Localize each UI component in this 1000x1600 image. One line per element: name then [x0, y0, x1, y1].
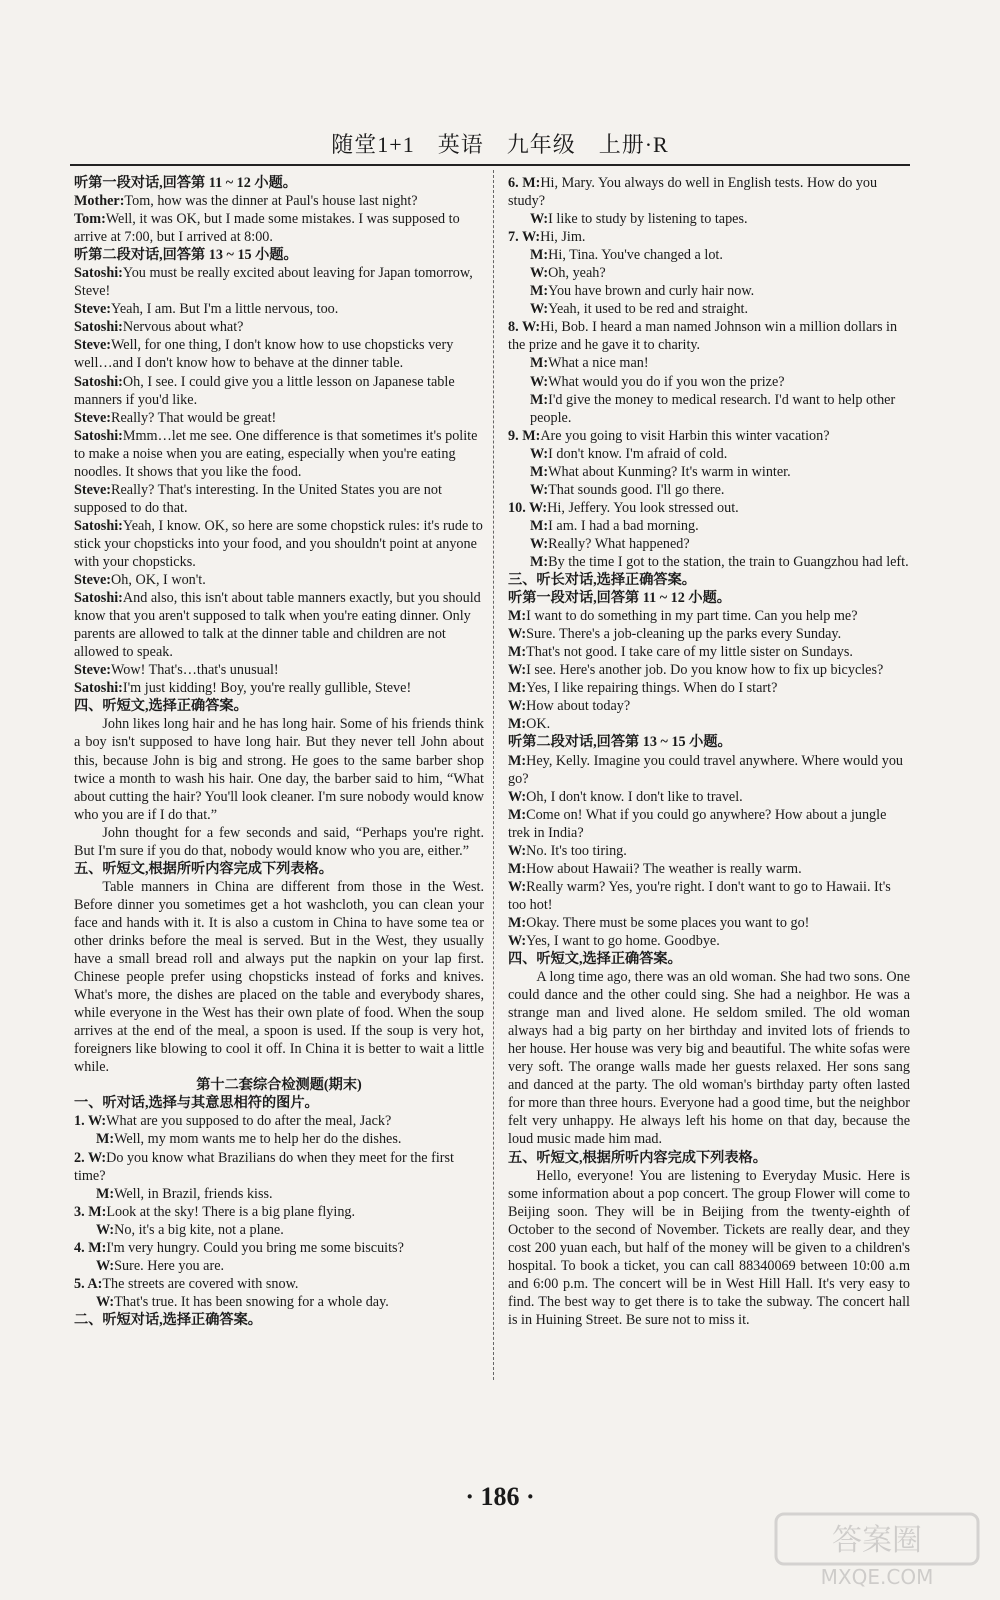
speaker-label: W:	[87, 1149, 107, 1166]
speaker-label: W:	[96, 1221, 115, 1238]
speaker-label: M:	[530, 355, 549, 372]
dialogue-text: What are you supposed to do after the meal, Jack?	[106, 1113, 392, 1130]
dialogue-line	[74, 336, 484, 372]
dialogue-text: Well, in Brazil, friends kiss.	[114, 1185, 273, 1202]
speaker-label: M:	[530, 247, 549, 264]
page-header: 随堂1+1 英语 九年级 上册·R	[331, 132, 669, 157]
dialogue-text: Yeah, it used to be red and straight.	[548, 301, 749, 318]
speaker-label: W:	[96, 1293, 115, 1310]
dialogue-text: Well, my mom wants me to help her do the dishes.	[114, 1131, 402, 1148]
dialogue-text: Yes, I want to go home. Goodbye.	[526, 932, 720, 949]
dialogue-text: Oh, yeah?	[548, 265, 606, 282]
dialogue-text: And also, this isn't about table manners exactly, but you should know that you aren't supposed to talk when you're eating dinner. Only parents are allowed to talk at the dinner table and children are not allowed to speak.	[74, 590, 481, 661]
speaker-label: Satoshi:	[74, 427, 123, 444]
page-number: · 186 ·	[465, 1482, 535, 1511]
speaker-label: Steve:	[74, 662, 112, 679]
dialogue-line	[508, 860, 910, 878]
section-heading: 五、听短文,根据所听内容完成下列表格。	[74, 860, 333, 877]
dialogue-text: Hi, Bob. I heard a man named Johnson win a million dollars in the prize and he gave it to charity.	[508, 319, 898, 354]
question-number: 1.	[74, 1113, 88, 1130]
dialogue-line	[74, 517, 484, 571]
dialogue-line	[74, 1149, 484, 1185]
speaker-label: M:	[508, 806, 527, 823]
dialogue-text: I am. I had a bad morning.	[548, 517, 699, 534]
dialogue-line	[74, 1185, 484, 1203]
dialogue-text: I want to do something in my part time. Can you help me?	[526, 608, 858, 625]
dialogue-line	[508, 679, 910, 697]
dialogue-line	[508, 607, 910, 625]
watermark-logo	[772, 1510, 982, 1590]
speaker-label: Satoshi:	[74, 265, 123, 282]
dialogue-line	[508, 788, 910, 806]
question-number: 9.	[508, 427, 523, 444]
dialogue-text: Yeah, I know. OK, so here are some chopstick rules: it's rude to stick your chopsticks into your food, and you shouldn't point at anyone with your chopsticks.	[74, 517, 483, 570]
dialogue-text: Oh, I don't know. I don't like to travel.	[526, 788, 743, 805]
dialogue-line	[508, 661, 910, 679]
column-divider	[493, 170, 494, 1380]
dialogue-text: Mmm…let me see. One difference is that sometimes it's polite to make a noise when you are eating, especially when you're eating noodles. It shows that you like the food.	[74, 427, 478, 480]
question-number: 8.	[508, 319, 522, 336]
section-heading: 一、听对话,选择与其意思相符的图片。	[74, 1095, 319, 1112]
dialogue-text: Really? What happened?	[548, 535, 690, 552]
dialogue-line	[508, 264, 910, 282]
dialogue-text: How about today?	[526, 698, 631, 715]
test-title: 第十二套综合检测题(期末)	[196, 1077, 362, 1094]
dialogue-line	[74, 481, 484, 517]
dialogue-line	[508, 354, 910, 372]
speaker-label: M:	[508, 860, 527, 877]
dialogue-line	[74, 1239, 484, 1257]
dialogue-line	[508, 373, 910, 391]
dialogue-text: Hi, Jim.	[540, 229, 586, 246]
dialogue-text: OK.	[526, 716, 551, 733]
section-heading: 四、听短文,选择正确答案。	[508, 951, 682, 968]
dialogue-text: Are you going to visit Harbin this winter vacation?	[540, 427, 830, 444]
dialogue-line	[74, 661, 484, 679]
speaker-label: M:	[88, 1203, 107, 1220]
dialogue-line	[74, 210, 484, 246]
dialogue-text: No. It's too tiring.	[526, 842, 627, 859]
dialogue-line	[508, 499, 910, 517]
speaker-label: Tom:	[74, 211, 106, 228]
dialogue-line	[508, 517, 910, 535]
dialogue-text: Nervous about what?	[122, 319, 244, 336]
right-column	[508, 174, 910, 1329]
dialogue-text: That's true. It has been snowing for a whole day.	[114, 1293, 389, 1310]
dialogue-line	[508, 246, 910, 264]
dialogue-text: Hi, Mary. You always do well in English tests. How do you study?	[508, 175, 878, 210]
dialogue-text: Sure. Here you are.	[114, 1257, 225, 1274]
header-rule	[70, 164, 910, 166]
section-heading: 四、听短文,选择正确答案。	[74, 698, 248, 715]
dialogue-line	[508, 210, 910, 228]
dialogue-line	[74, 1203, 484, 1221]
dialogue-text: How about Hawaii? The weather is really warm.	[526, 860, 802, 877]
dialogue-line	[74, 679, 484, 697]
dialogue-text: Well, it was OK, but I made some mistakes. I was supposed to arrive at 7:00, but I arrived at 8:00.	[74, 211, 460, 246]
speaker-label: Steve:	[74, 481, 112, 498]
passage-paragraph: Table manners in China are different from those in the West. Before dinner you sometimes get a hot washcloth, you can clean your face and hands with it. It is also a custom in China to have some tea or other drinks before the meal is served. But in the West, they usually have a small bread roll and always put the napkin on your lap first. Chinese people prefer using chopsticks instead of forks and knives. What's more, the dishes are placed on the table and everybody shares, while everyone in the West has their own plate of food. When the soup arrives at the end of the meal, a spoon is used. If the soup is very hot, foreigners like blowing to cool it off. In China it is better to wait a little while.	[74, 878, 484, 1076]
dialogue-line	[74, 427, 484, 481]
dialogue-line	[74, 318, 484, 336]
dialogue-text: Okay. There must be some places you want to go!	[526, 914, 810, 931]
dialogue-line	[508, 752, 910, 788]
speaker-label: Satoshi:	[74, 590, 123, 607]
speaker-label: W:	[521, 319, 541, 336]
dialogue-line	[508, 391, 910, 427]
dialogue-line	[508, 174, 910, 210]
dialogue-line	[508, 806, 910, 842]
dialogue-line	[74, 409, 484, 427]
speaker-label: M:	[508, 680, 527, 697]
dialogue-line	[508, 932, 910, 950]
dialogue-line	[508, 318, 910, 354]
dialogue-text: Yeah, I am. But I'm a little nervous, too.	[111, 301, 339, 318]
dialogue-line	[508, 300, 910, 318]
section-heading: 听第二段对话,回答第 13 ~ 15 小题。	[74, 247, 298, 264]
speaker-label: M:	[96, 1185, 115, 1202]
dialogue-line	[508, 878, 910, 914]
speaker-label: W:	[508, 662, 527, 679]
dialogue-line	[74, 1130, 484, 1148]
dialogue-text: Hey, Kelly. Imagine you could travel anywhere. Where would you go?	[508, 752, 904, 787]
speaker-label: M:	[530, 517, 549, 534]
question-number: 7.	[508, 229, 522, 246]
dialogue-line	[74, 373, 484, 409]
speaker-label: M:	[508, 608, 527, 625]
question-number: 2.	[74, 1149, 88, 1166]
dialogue-line	[508, 914, 910, 932]
speaker-label: M:	[508, 644, 527, 661]
dialogue-line	[508, 445, 910, 463]
dialogue-line	[508, 625, 910, 643]
speaker-label: A:	[87, 1275, 103, 1292]
dialogue-line	[508, 697, 910, 715]
speaker-label: M:	[522, 427, 541, 444]
speaker-label: W:	[508, 788, 527, 805]
dialogue-line	[74, 1257, 484, 1275]
dialogue-line	[74, 571, 484, 589]
speaker-label: W:	[530, 211, 549, 228]
passage-paragraph: Hello, everyone! You are listening to Everyday Music. Here is some information about a pop concert. The group Flower will come to Beijing soon. They will be in Beijing from the twenty-eighth of October to the second of November. Tickets are really dear, and they cost 200 yuan each, but half of the money will be given to a children's hospital. To book a ticket, you can call 88340069 between 10:00 a.m and 6:00 p.m. The concert will be in West Hill Hall. It's very easy to find. The best way to get there is to take the subway. The concert hall is in Huining Street. Be sure not to miss it.	[508, 1167, 910, 1328]
dialogue-text: That sounds good. I'll go there.	[548, 481, 725, 498]
speaker-label: Satoshi:	[74, 373, 123, 390]
passage-paragraph: John likes long hair and he has long hair. Some of his friends think a boy isn't supposed to have long hair. But they never tell John about this, because John is big and strong. He goes to the same barber shop twice a month to wash his hair. One day, the barber said to him, “What about cutting the hair? You'll look cleaner. I'm sure nobody would know who you are if I do that.”	[74, 716, 484, 823]
section-heading: 听第一段对话,回答第 11 ~ 12 小题。	[508, 590, 731, 607]
dialogue-text: I don't know. I'm afraid of cold.	[548, 445, 728, 462]
dialogue-text: Really? That's interesting. In the United States you are not supposed to do that.	[74, 481, 442, 516]
speaker-label: W:	[87, 1113, 107, 1130]
dialogue-text: Really? That would be great!	[111, 409, 277, 426]
speaker-label: Satoshi:	[74, 319, 123, 336]
dialogue-line	[508, 427, 910, 445]
speaker-label: Satoshi:	[74, 517, 123, 534]
dialogue-text: You have brown and curly hair now.	[548, 283, 755, 300]
speaker-label: W:	[530, 481, 549, 498]
speaker-label: W:	[530, 445, 549, 462]
left-column	[74, 174, 484, 1329]
speaker-label: W:	[508, 878, 527, 895]
speaker-label: Steve:	[74, 337, 112, 354]
dialogue-line	[508, 463, 910, 481]
dialogue-line	[74, 1275, 484, 1293]
dialogue-text: What a nice man!	[548, 355, 649, 372]
question-number: 10.	[508, 499, 530, 516]
question-number: 5.	[74, 1275, 88, 1292]
speaker-label: W:	[508, 932, 527, 949]
speaker-label: M:	[508, 914, 527, 931]
dialogue-text: What would you do if you won the prize?	[548, 373, 785, 390]
dialogue-text: Wow! That's…that's unusual!	[111, 662, 279, 679]
dialogue-line	[508, 715, 910, 733]
dialogue-line	[74, 300, 484, 318]
dialogue-line	[74, 264, 484, 300]
dialogue-text: The streets are covered with snow.	[102, 1275, 299, 1292]
speaker-label: W:	[508, 698, 527, 715]
speaker-label: M:	[530, 391, 549, 408]
speaker-label: M:	[522, 175, 541, 191]
dialogue-text: That's not good. I take care of my little sister on Sundays.	[526, 644, 853, 661]
speaker-label: M:	[96, 1131, 115, 1148]
dialogue-text: I'm very hungry. Could you bring me some biscuits?	[106, 1239, 404, 1256]
dialogue-line	[508, 481, 910, 499]
dialogue-line	[74, 1221, 484, 1239]
section-heading: 二、听短对话,选择正确答案。	[74, 1311, 262, 1328]
dialogue-line	[508, 553, 910, 571]
dialogue-line	[508, 228, 910, 246]
dialogue-text: Tom, how was the dinner at Paul's house last night?	[124, 193, 418, 210]
section-heading: 五、听短文,根据所听内容完成下列表格。	[508, 1149, 767, 1166]
speaker-label: W:	[96, 1257, 115, 1274]
svg-text:MXQE.COM: MXQE.COM	[820, 1565, 934, 1589]
dialogue-text: Really warm? Yes, you're right. I don't want to go to Hawaii. It's too hot!	[508, 878, 891, 913]
dialogue-text: I like to study by listening to tapes.	[548, 211, 748, 228]
dialogue-line	[508, 535, 910, 553]
dialogue-text: Oh, OK, I won't.	[111, 572, 206, 589]
speaker-label: W:	[530, 373, 549, 390]
dialogue-text: Sure. There's a job-cleaning up the parks every Sunday.	[526, 626, 842, 643]
dialogue-line	[508, 282, 910, 300]
dialogue-text: By the time I got to the station, the train to Guangzhou had left.	[548, 553, 909, 570]
speaker-label: M:	[508, 716, 527, 733]
passage-paragraph: A long time ago, there was an old woman. She had two sons. One could dance and the other could sing. She had a neighbor. He was a strange man and lived alone. He seldom smiled. The old woman always had a big party on her birthday and invited lots of friends to her house. Her house was very big and beautiful. The white sofas were very soft. The orange walls made her guests relaxed. Her sons sang and danced at the party. The old woman's birthday party often lasted for more than three hours. Everyone had a good time, but the neighbor felt very unhappy. He always left his home on that day, because the loud music made him mad.	[508, 969, 910, 1148]
question-number: 6.	[508, 175, 523, 191]
section-heading: 听第一段对话,回答第 11 ~ 12 小题。	[74, 175, 297, 191]
speaker-label: Steve:	[74, 409, 112, 426]
dialogue-text: I'd give the money to medical research. I'd want to help other people.	[530, 391, 896, 426]
dialogue-text: Come on! What if you could go anywhere? How about a jungle trek in India?	[508, 806, 887, 841]
speaker-label: W:	[530, 301, 549, 318]
speaker-label: M:	[530, 463, 549, 480]
speaker-label: W:	[529, 499, 548, 516]
speaker-label: M:	[530, 283, 549, 300]
speaker-label: W:	[508, 626, 527, 643]
dialogue-line	[74, 1112, 484, 1130]
question-number: 3.	[74, 1203, 89, 1220]
dialogue-text: I see. Here's another job. Do you know how to fix up bicycles?	[526, 662, 884, 679]
dialogue-text: Do you know what Brazilians do when they meet for the first time?	[74, 1149, 454, 1184]
svg-text:答案圈: 答案圈	[832, 1523, 922, 1558]
dialogue-line	[508, 643, 910, 661]
speaker-label: Mother:	[74, 193, 125, 210]
speaker-label: M:	[88, 1239, 107, 1256]
speaker-label: W:	[508, 842, 527, 859]
speaker-label: M:	[508, 752, 527, 769]
dialogue-text: Oh, I see. I could give you a little lesson on Japanese table manners if you'd like.	[74, 373, 455, 408]
speaker-label: Steve:	[74, 301, 112, 318]
dialogue-text: Hi, Jeffery. You look stressed out.	[547, 499, 739, 516]
dialogue-line	[74, 589, 484, 661]
dialogue-text: I'm just kidding! Boy, you're really gullible, Steve!	[122, 680, 412, 697]
dialogue-text: Yes, I like repairing things. When do I start?	[526, 680, 778, 697]
section-heading: 听第二段对话,回答第 13 ~ 15 小题。	[508, 734, 732, 751]
dialogue-text: Well, for one thing, I don't know how to use chopsticks very well…and I don't know how to behave at the dinner table.	[74, 337, 454, 372]
dialogue-text: What about Kunming? It's warm in winter.	[548, 463, 791, 480]
dialogue-text: Hi, Tina. You've changed a lot.	[548, 247, 723, 264]
dialogue-text: You must be really excited about leaving for Japan tomorrow, Steve!	[74, 265, 473, 300]
dialogue-line	[74, 192, 484, 210]
section-heading: 三、听长对话,选择正确答案。	[508, 572, 696, 589]
question-number: 4.	[74, 1239, 89, 1256]
speaker-label: Satoshi:	[74, 680, 123, 697]
passage-paragraph: John thought for a few seconds and said, “Perhaps you're right. But I'm sure if you do that, nobody would know who you are, either.”	[74, 824, 484, 859]
speaker-label: W:	[530, 265, 549, 282]
dialogue-text: No, it's a big kite, not a plane.	[114, 1221, 284, 1238]
dialogue-line	[508, 842, 910, 860]
speaker-label: W:	[530, 535, 549, 552]
dialogue-text: Look at the sky! There is a big plane flying.	[106, 1203, 356, 1220]
dialogue-line	[74, 1293, 484, 1311]
speaker-label: W:	[521, 229, 541, 246]
speaker-label: Steve:	[74, 572, 112, 589]
speaker-label: M:	[530, 553, 549, 570]
